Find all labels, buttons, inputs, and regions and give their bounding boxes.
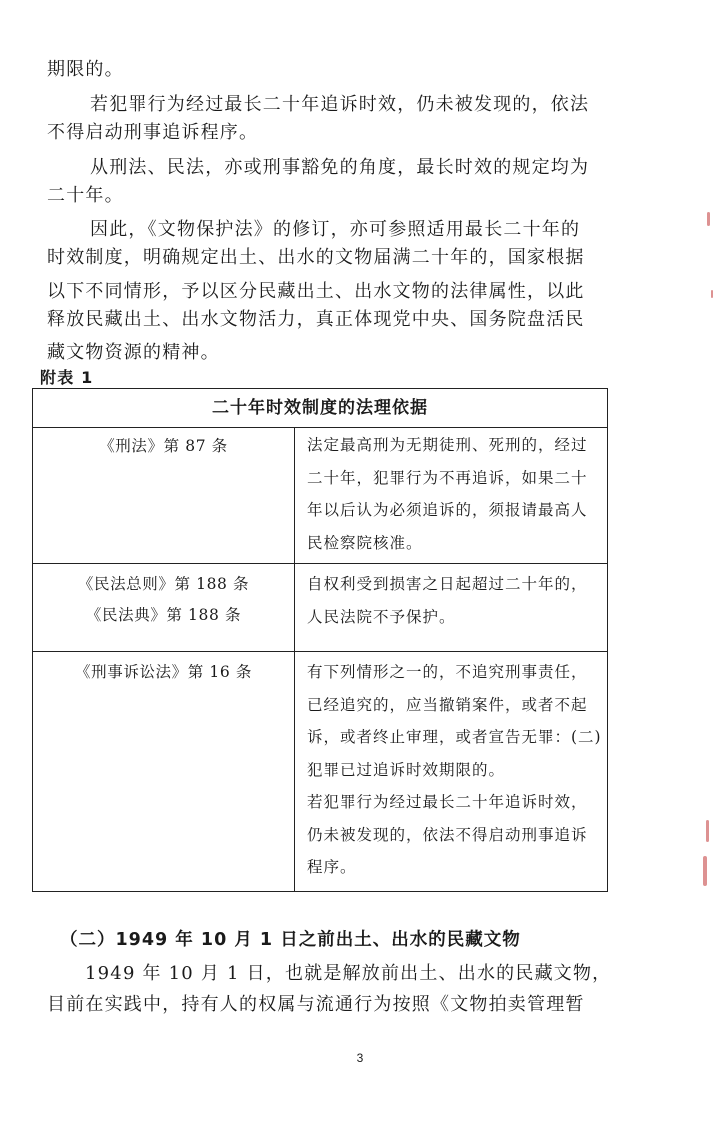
law-reference	[33, 657, 294, 688]
binding-mark	[706, 820, 709, 842]
paragraph-line: 期限的。	[47, 59, 124, 80]
provision-line: 诉，或者终止审理，或者宣告无罪：(二)	[307, 728, 602, 746]
provision-line: 若犯罪行为经过最长二十年追诉时效，	[307, 793, 588, 811]
provision-line: 仍未被发现的，依法不得启动刑事追诉	[307, 825, 588, 844]
provision-line: 犯罪已过追诉时效期限的。	[307, 760, 506, 779]
table-title: 二十年时效制度的法理依据	[33, 389, 607, 428]
binding-mark	[711, 290, 713, 298]
provision-line: 二十年，犯罪行为不再追诉，如果二十	[307, 468, 588, 487]
law-provision	[307, 568, 599, 633]
paragraph-line: 不得启动刑事追诉程序。	[47, 122, 259, 143]
paragraph-line: 释放民藏出土、出水文物活力，真正体现党中央、国务院盘活民	[47, 309, 585, 330]
page-number: 3	[356, 1051, 364, 1065]
law-reference-line: 《刑法》第 87 条	[99, 437, 228, 455]
paragraph-line: 因此，《文物保护法》的修订，亦可参照适用最长二十年的	[90, 219, 581, 240]
paragraph-line: 若犯罪行为经过最长二十年追诉时效，仍未被发现的，依法	[90, 94, 590, 115]
law-provision	[307, 429, 599, 559]
law-reference	[33, 569, 294, 631]
law-provision	[307, 656, 602, 884]
provision-line: 年以后认为必须追诉的，须报请最高人	[307, 501, 588, 519]
provision-line: 法定最高刑为无期徒刑、死刑的，经过	[307, 436, 588, 454]
table-row	[33, 564, 607, 652]
provision-line: 已经追究的，应当撤销案件，或者不起	[307, 695, 588, 714]
law-reference-line: 《刑事诉讼法》第 16 条	[75, 663, 252, 681]
law-reference-line: 《民法总则》第 188 条	[77, 575, 250, 593]
binding-mark	[703, 856, 707, 886]
provision-line: 有下列情形之一的，不追究刑事责任，	[307, 663, 588, 681]
law-reference-line: 《民法典》第 188 条	[85, 606, 242, 624]
legal-basis-table	[32, 388, 608, 892]
paragraph-line: 二十年。	[47, 185, 124, 206]
table-row	[33, 427, 607, 564]
paragraph-line: 1949 年 10 月 1 日，也就是解放前出土、出水的民藏文物，	[85, 963, 612, 984]
provision-line: 人民法院不予保护。	[307, 607, 456, 626]
paragraph-line: 藏文物资源的精神。	[47, 342, 220, 363]
paragraph-line: 时效制度，明确规定出土、出水的文物届满二十年的，国家根据	[47, 247, 585, 268]
provision-line: 程序。	[307, 858, 357, 876]
provision-line: 民检察院核准。	[307, 533, 423, 552]
paragraph-line: 从刑法、民法，亦或刑事豁免的角度，最长时效的规定均为	[90, 157, 590, 178]
appendix-label: 附表 1	[40, 368, 94, 387]
paragraph-line: 目前在实践中，持有人的权属与流通行为按照《文物拍卖管理暂	[47, 994, 585, 1015]
provision-line: 自权利受到损害之日起超过二十年的，	[307, 575, 588, 593]
section-heading: （二）1949 年 10 月 1 日之前出土、出水的民藏文物	[60, 930, 521, 950]
binding-mark	[707, 212, 710, 226]
paragraph-line: 以下不同情形，予以区分民藏出土、出水文物的法律属性，以此	[47, 281, 585, 302]
law-reference	[33, 431, 294, 462]
table-row	[33, 652, 607, 891]
